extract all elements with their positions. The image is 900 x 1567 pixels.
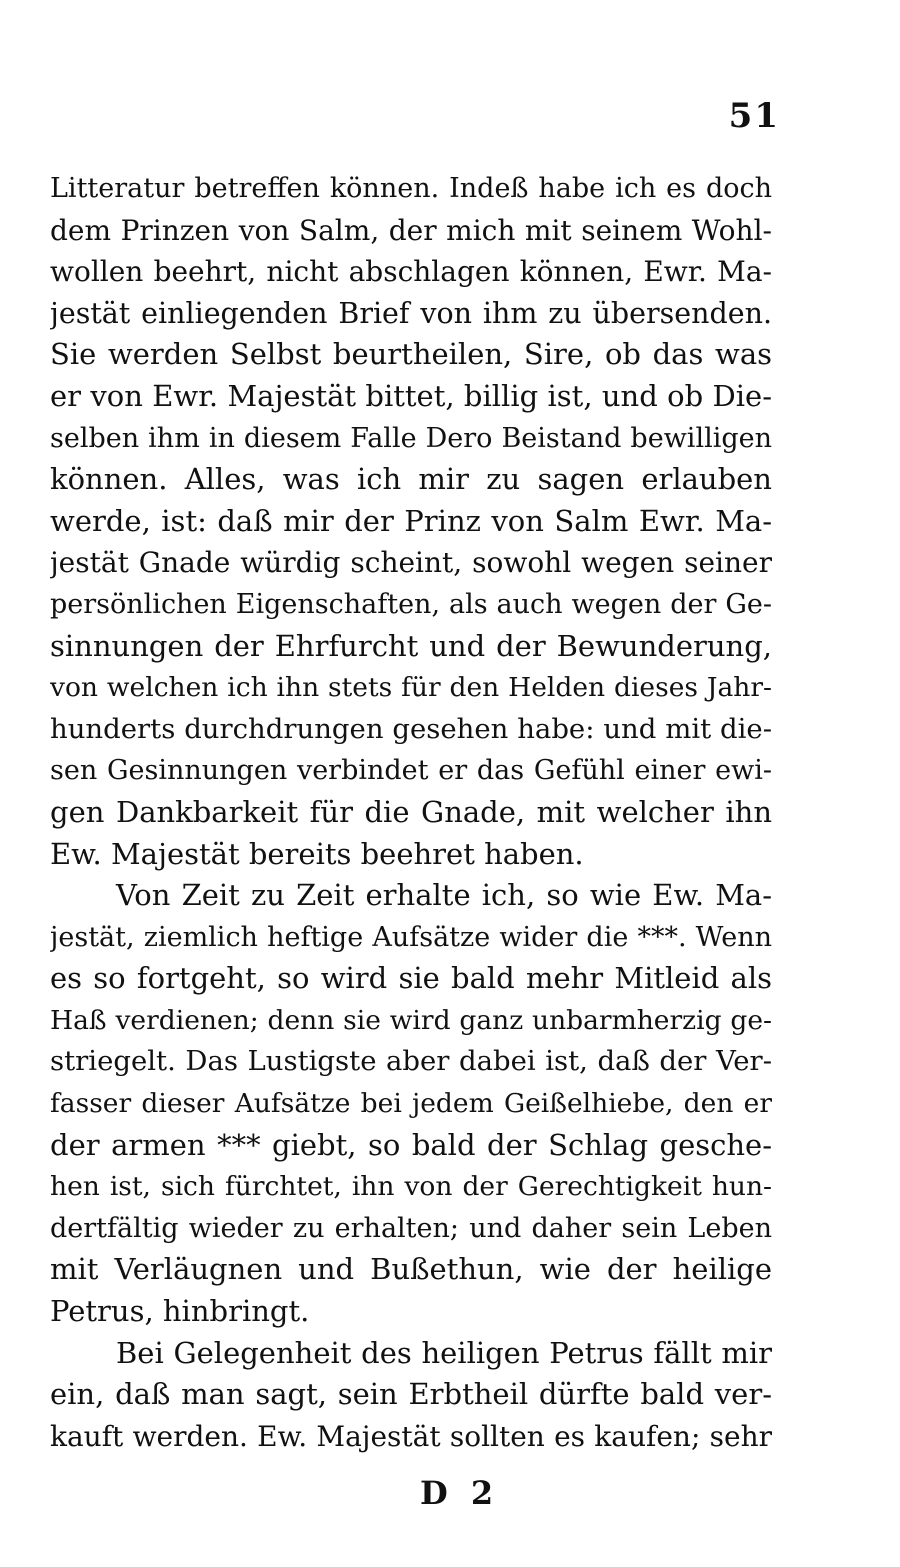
- text-line: jestät, ziemlich heftige Aufsätze wider die ***. Wenn: [50, 921, 772, 953]
- text-line: Ew. Majestät bereits beehret haben.: [50, 836, 584, 871]
- text-line: werde, ist: daß mir der Prinz von Salm Ewr. Ma-: [50, 503, 772, 538]
- text-line: der armen *** giebt, so bald der Schlag gesche-: [50, 1127, 772, 1162]
- text-line: ein, daß man sagt, sein Erbtheil dürfte bald ver-: [50, 1377, 772, 1412]
- text-line: wollen beehrt, nicht abschlagen können, Ewr. Ma-: [50, 255, 772, 289]
- text-line: hen ist, sich fürchtet, ihn von der Gerechtigkeit hun-: [50, 1171, 772, 1203]
- text-line: sinnungen der Ehrfurcht und der Bewunderung,: [50, 628, 772, 663]
- text-line: Sie werden Selbst beurtheilen, Sire, ob das was: [50, 337, 772, 372]
- text-line: Petrus, hinbringt.: [50, 1294, 310, 1329]
- text-line: es so fortgeht, so wird sie bald mehr Mitleid als: [50, 961, 772, 996]
- text-line: Bei Gelegenheit des heiligen Petrus fällt mir: [116, 1335, 772, 1370]
- body-text: [50, 168, 772, 1457]
- text-line: dertfältig wieder zu erhalten; und daher sein Leben: [50, 1212, 772, 1244]
- signature-mark: D 2: [420, 1474, 500, 1512]
- text-line: persönlichen Eigenschaften, als auch wegen der Ge-: [50, 588, 772, 620]
- text-line: selben ihm in diesem Falle Dero Beistand bewilligen: [50, 422, 772, 454]
- page-number: 51: [728, 96, 780, 136]
- text-line: hunderts durchdrungen gesehen habe: und mit die-: [50, 712, 772, 745]
- text-line: striegelt. Das Lustigste aber dabei ist, daß der Ver-: [50, 1045, 772, 1078]
- text-line: fasser dieser Aufsätze bei jedem Geißelhiebe, den er: [50, 1088, 772, 1120]
- text-line: kauft werden. Ew. Majestät sollten es kaufen; sehr: [50, 1419, 772, 1453]
- text-line: von welchen ich ihn stets für den Helden dieses Jahr-: [50, 672, 772, 704]
- text-line: jestät einliegenden Brief von ihm zu übersenden.: [50, 296, 772, 330]
- text-line: dem Prinzen von Salm, der mich mit seinem Wohl-: [50, 213, 772, 247]
- text-line: jestät Gnade würdig scheint, sowohl wegen seiner: [50, 546, 772, 580]
- text-line: sen Gesinnungen verbindet er das Gefühl einer ewi-: [50, 755, 772, 787]
- text-line: Litteratur betreffen können. Indeß habe ich es doch: [50, 173, 772, 204]
- text-line: Haß verdienen; denn sie wird ganz unbarmherzig ge-: [50, 1004, 772, 1036]
- text-line: mit Verläugnen und Bußethun, wie der heilige: [50, 1252, 772, 1287]
- text-line: können. Alles, was ich mir zu sagen erlauben: [50, 462, 772, 497]
- text-line: er von Ewr. Majestät bittet, billig ist, und ob Die-: [50, 378, 772, 413]
- text-line: gen Dankbarkeit für die Gnade, mit welcher ihn: [50, 794, 772, 829]
- text-line: Von Zeit zu Zeit erhalte ich, so wie Ew. Ma-: [116, 878, 772, 913]
